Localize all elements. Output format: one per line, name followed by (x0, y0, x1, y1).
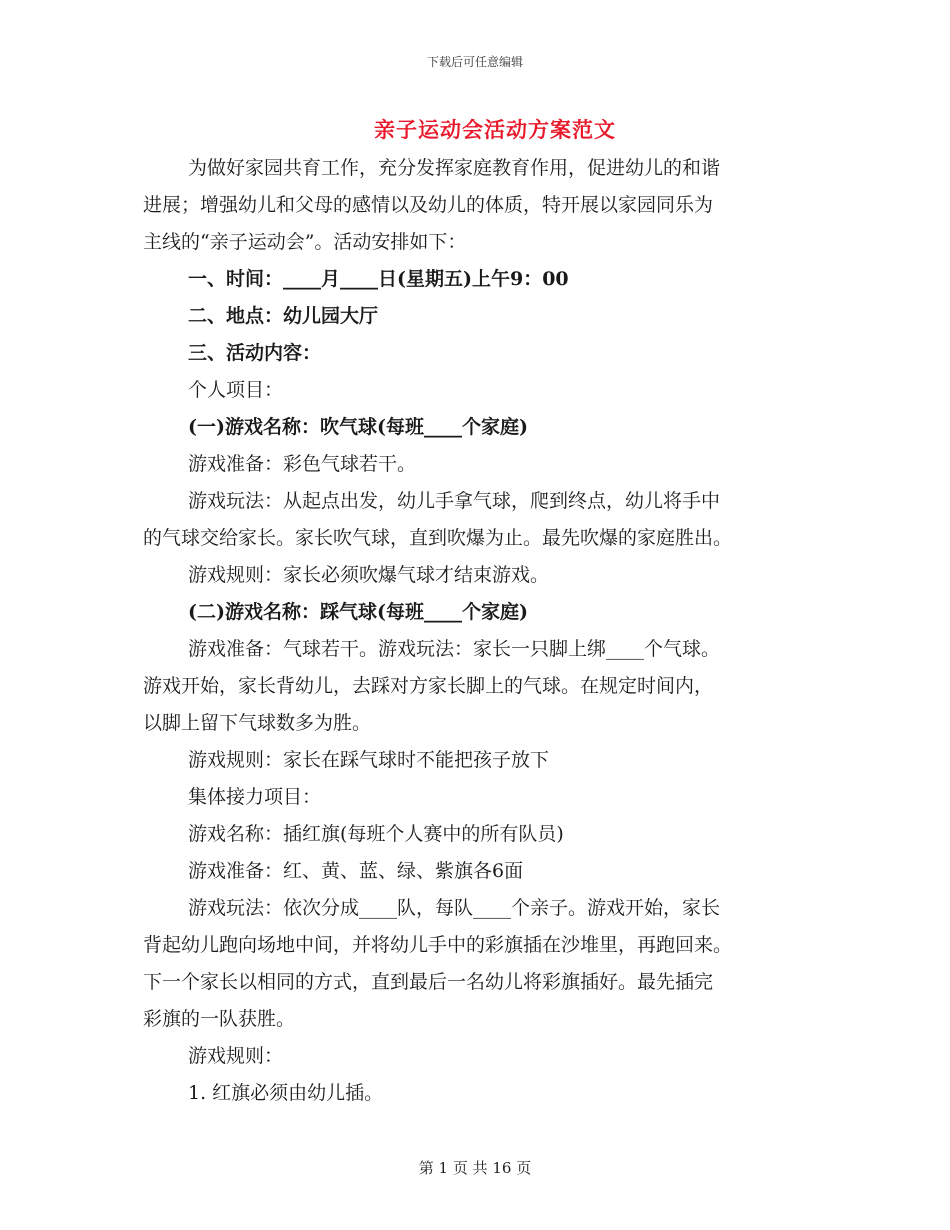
paragraph-line: 游戏准备：彩色气球若干。 (188, 453, 417, 475)
paragraph-line: 1. 红旗必须由幼儿插。 (188, 1082, 384, 1104)
section-heading-location: 二、地点：幼儿园大厅 (188, 305, 379, 327)
paragraph-line: 游戏开始，家长背幼儿，去踩对方家长脚上的气球。在规定时间内， (143, 675, 714, 697)
paragraph-line: 游戏规则：家长在踩气球时不能把孩子放下 (188, 749, 550, 771)
paragraph-line: 游戏准备：红、黄、蓝、绿、紫旗各6面 (188, 860, 524, 882)
paragraph-line: 的气球交给家长。家长吹气球，直到吹爆为止。最先吹爆的家庭胜出。 (143, 527, 733, 549)
paragraph-line: 游戏规则：家长必须吹爆气球才结束游戏。 (188, 564, 550, 586)
paragraph-line: 游戏玩法：从起点出发，幼儿手拿气球，爬到终点，幼儿将手中 (188, 490, 721, 512)
paragraph-line: 为做好家园共育工作，充分发挥家庭教育作用，促进幼儿的和谐 (188, 157, 721, 179)
paragraph-line: 彩旗的一队获胜。 (143, 1008, 296, 1030)
page-header-note: 下载后可任意编辑 (426, 55, 523, 69)
section-heading-content: 三、活动内容： (188, 342, 322, 364)
document-title: 亲子运动会活动方案范文 (374, 117, 616, 142)
paragraph-line: 以脚上留下气球数多为胜。 (143, 712, 372, 734)
paragraph-line: 游戏准备：气球若干。游戏玩法：家长一只脚上绑____个气球。 (188, 638, 721, 660)
document-body (143, 150, 813, 1112)
section-heading-time: 一、时间：____月____日(星期五)上午9：00 (188, 268, 569, 290)
paragraph-line: 游戏玩法：依次分成____队，每队____个亲子。游戏开始，家长 (188, 897, 721, 919)
paragraph-line: 游戏名称：插红旗(每班个人赛中的所有队员) (188, 823, 564, 845)
game-heading-2: (二)游戏名称：踩气球(每班____个家庭) (188, 601, 528, 623)
paragraph-line: 集体接力项目： (188, 786, 322, 808)
paragraph-line: 游戏规则： (188, 1045, 284, 1067)
page-number: 第 1 页 共 16 页 (418, 1159, 532, 1177)
paragraph-line: 下一个家长以相同的方式，直到最后一名幼儿将彩旗插好。最先插完 (143, 971, 714, 993)
paragraph-line: 背起幼儿跑向场地中间，并将幼儿手中的彩旗插在沙堆里，再跑回来。 (143, 934, 733, 956)
game-heading-1: (一)游戏名称：吹气球(每班____个家庭) (188, 416, 528, 438)
paragraph-line: 主线的“亲子运动会”。活动安排如下： (143, 231, 467, 253)
paragraph-line: 个人项目： (188, 379, 284, 401)
paragraph-line: 进展；增强幼儿和父母的感情以及幼儿的体质，特开展以家园同乐为 (143, 194, 714, 216)
